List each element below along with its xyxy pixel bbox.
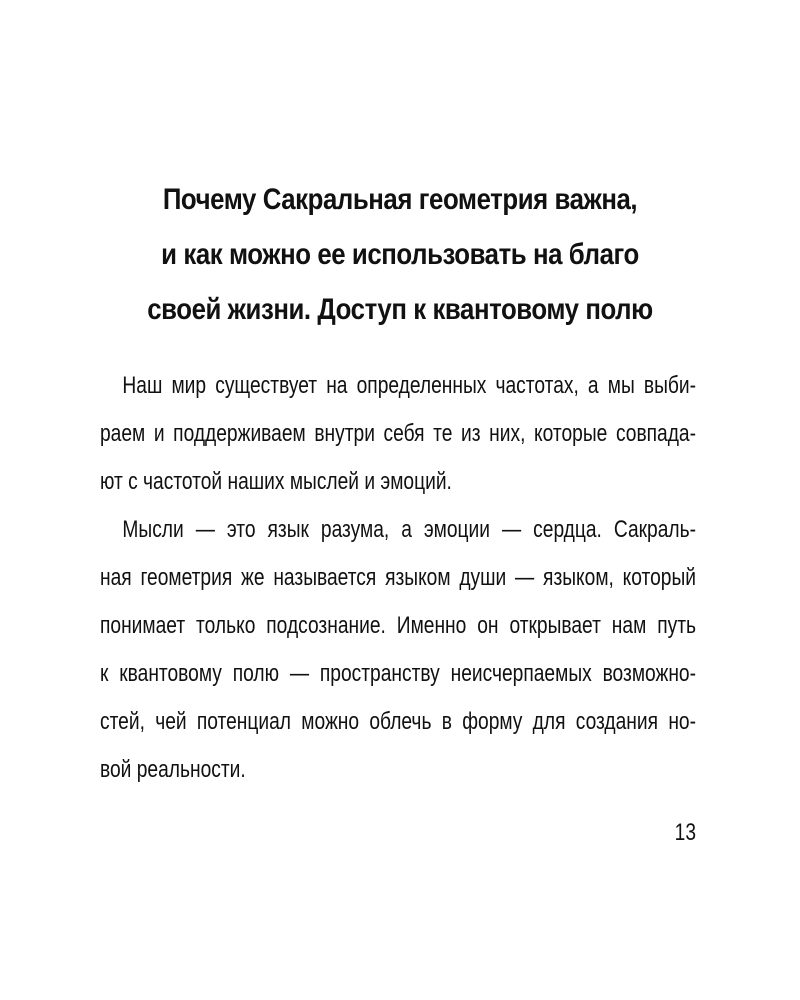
paragraph-1-line-2: раем и поддерживаем внутри себя те из них, которые совпада- bbox=[100, 420, 696, 447]
heading-line-1: Почему Сакральная геометрия важна, bbox=[162, 183, 638, 216]
paragraph-1 bbox=[100, 362, 696, 506]
heading-line-3: своей жизни. Доступ к квантовому полю bbox=[147, 293, 653, 326]
chapter-heading bbox=[142, 172, 658, 337]
body-text bbox=[100, 362, 696, 794]
paragraph-2-line-3: понимает только подсознание. Именно он открывает нам путь bbox=[100, 612, 696, 639]
paragraph-2-line-6: вой реальности. bbox=[100, 756, 246, 783]
paragraph-2-line-2: ная геометрия же называется языком души — языком, который bbox=[100, 564, 696, 591]
paragraph-2 bbox=[100, 506, 696, 794]
page-number: 13 bbox=[674, 819, 696, 846]
paragraph-2-line-5: стей, чей потенциал можно облечь в форму для создания но- bbox=[100, 708, 696, 735]
paragraph-2-line-1: Мысли — это язык разума, а эмоции — сердца. Сакраль- bbox=[122, 516, 696, 543]
paragraph-2-line-4: к квантовому полю — пространству неисчерпаемых возможно- bbox=[100, 660, 696, 687]
heading-line-2: и как можно ее использовать на благо bbox=[161, 238, 639, 271]
paragraph-1-line-1: Наш мир существует на определенных частотах, а мы выби- bbox=[122, 372, 696, 399]
paragraph-1-line-3: ют с частотой наших мыслей и эмоций. bbox=[100, 468, 452, 495]
